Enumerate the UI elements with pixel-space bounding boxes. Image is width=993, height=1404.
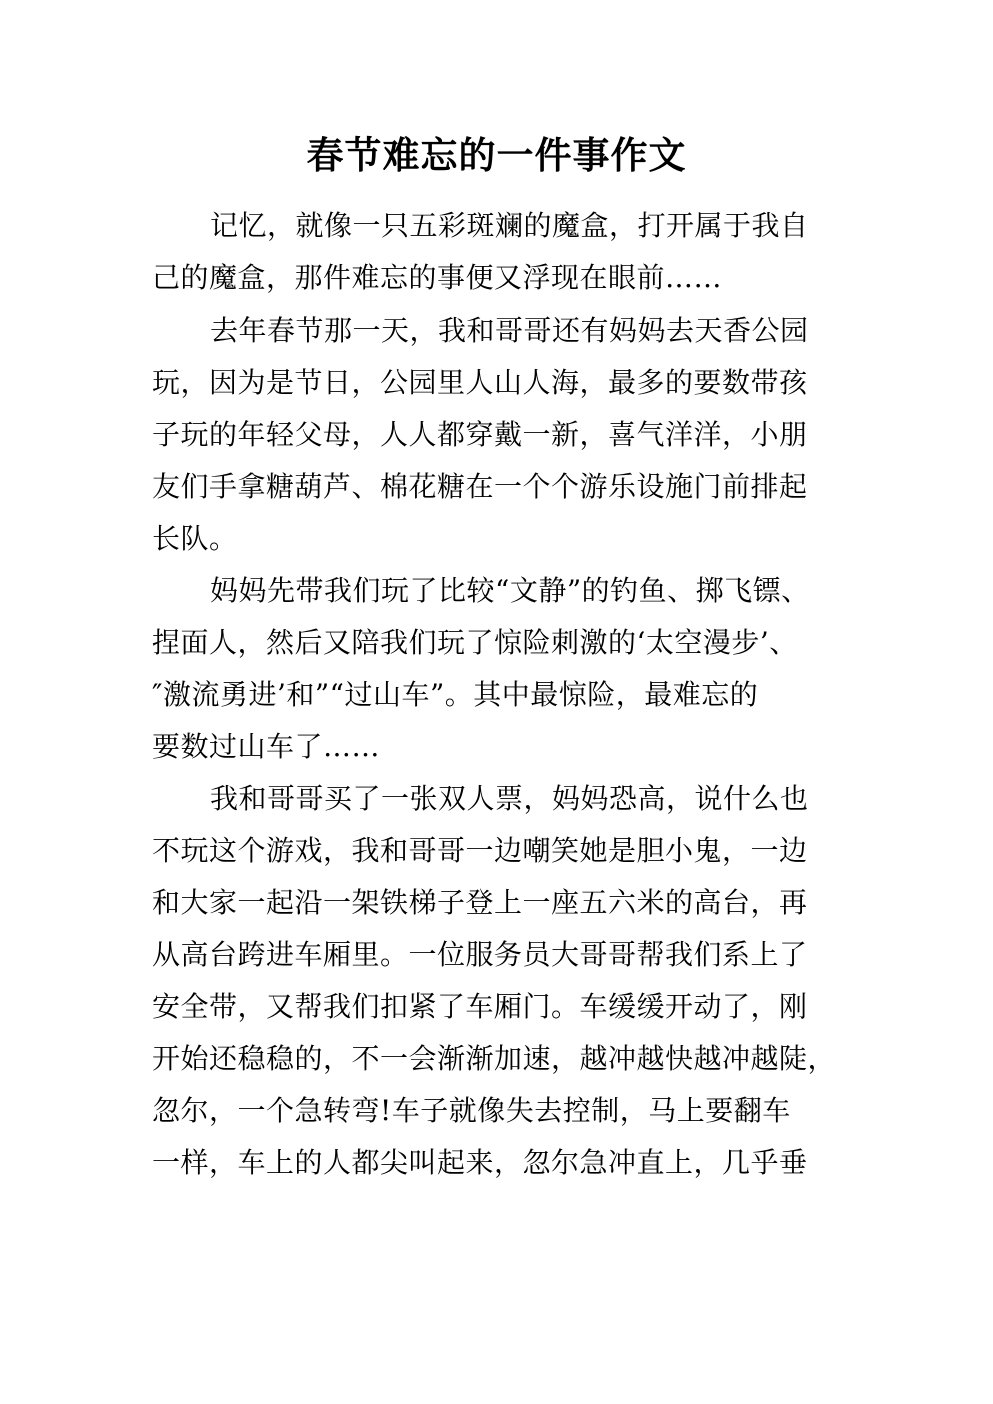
text-line: 和大家一起沿一架铁梯子登上一座五六米的高台，再: [152, 886, 808, 919]
text-line: 记忆，就像一只五彩斑斓的魔盒，打开属于我自: [210, 209, 809, 242]
text-line: 长队。: [152, 522, 238, 555]
text-line: 妈妈先带我们玩了比较“文静”的钓鱼、掷飞镖、: [210, 574, 810, 607]
text-line: 开始还稳稳的，不一会渐渐加速，越冲越快越冲越陡，: [152, 1042, 837, 1075]
document-title: 春节难忘的一件事作文: [306, 134, 687, 177]
text-line: ″激流勇进’和”“过山车”。其中最惊险，最难忘的: [152, 678, 759, 711]
text-line: 从高台跨进车厢里。一位服务员大哥哥帮我们系上了: [152, 938, 808, 971]
text-line: 玩，因为是节日，公园里人山人海，最多的要数带孩: [152, 366, 808, 399]
text-line: 己的魔盒，那件难忘的事便又浮现在眼前……: [152, 261, 723, 294]
text-line: 要数过山车了……: [152, 730, 381, 763]
text-line: 去年春节那一天，我和哥哥还有妈妈去天香公园: [210, 314, 809, 347]
text-line: 安全带，又帮我们扣紧了车厢门。车缓缓开动了，刚: [152, 990, 808, 1023]
text-line: 友们手拿糖葫芦、棉花糖在一个个游乐设施门前排起: [152, 470, 808, 503]
text-line: 我和哥哥买了一张双人票，妈妈恐高，说什么也: [210, 782, 809, 815]
text-line: 不玩这个游戏，我和哥哥一边嘲笑她是胆小鬼，一边: [152, 834, 808, 867]
text-line: 捏面人，然后又陪我们玩了惊险刺激的‘太空漫步’、: [152, 626, 798, 659]
text-line: 一样，车上的人都尖叫起来，忽尔急冲直上，几乎垂: [152, 1146, 808, 1179]
text-line: 忽尔，一个急转弯!车子就像失去控制，马上要翻车: [152, 1094, 791, 1127]
text-line: 子玩的年轻父母，人人都穿戴一新，喜气洋洋，小朋: [152, 418, 808, 451]
